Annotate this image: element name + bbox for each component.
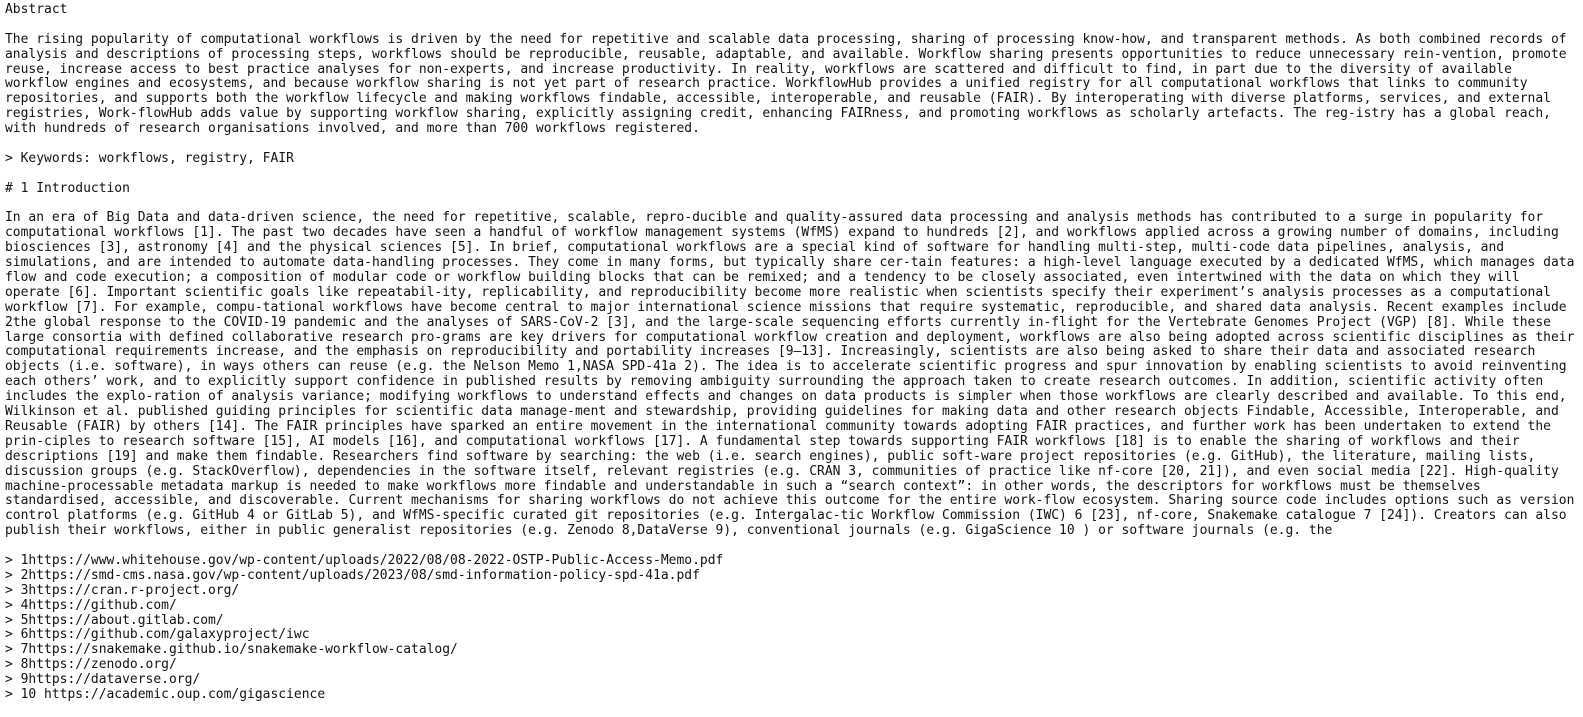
- intro-line: objects (i.e. software), in ways others can reuse (e.g. the Nelson Memo 1,NASA SPD-41a 2). The idea is to accelerate scientific progress and spur innovation by enabling scientists to avoid reinventing: [5, 359, 1567, 375]
- spacer: [5, 197, 1583, 212]
- footnote-item: > 5https://about.gitlab.com/: [5, 612, 224, 628]
- intro-line: workflow [7]. For example, compu-tational workflows have become central to major international science missions that require systematic, reproducible, and shared data analysis. Recent examples include: [5, 299, 1567, 315]
- abstract-line: repositories, and supports both the workflow lifecycle and making workflows findable, accessible, interoperable, and reusable (FAIR). By interoperating with diverse platforms, services, and external: [5, 91, 1551, 107]
- keywords: > Keywords: workflows, registry, FAIR: [5, 150, 294, 166]
- intro-line: control platforms (e.g. GitHub 4 or GitLab 5), and WfMS-specific curated git repositories (e.g. Intergalac-tic Workflow Commission (IWC) 6 [23], nf-core, Snakemake catalogue 7 [24]). Creators can also: [5, 508, 1567, 524]
- intro-line: biosciences [3], astronomy [4] and the physical sciences [5]. In brief, computational workflows are a special kind of software for handling multi-step, multi-code data pipelines, analysis, and: [5, 240, 1505, 256]
- abstract-line: The rising popularity of computational workflows is driven by the need for repetitive and scalable data processing, sharing of processing know-how, and transparent methods. As both combined records of: [5, 31, 1567, 47]
- introduction-body: [5, 211, 1583, 539]
- abstract-body: [5, 33, 1583, 137]
- intro-line: simulations, and are intended to automate data-handling processes. They come in many forms, but typically share cer-tain features: a high-level language executed by a dedicated WfMS, which manages data: [5, 255, 1575, 271]
- spacer: [5, 539, 1583, 554]
- intro-line: operate [6]. Important scientific goals like repeatabil-ity, replicability, and reproducibility become more realistic when scientists specify their experiment’s analysis processes as a computational: [5, 284, 1551, 300]
- spacer: [5, 18, 1583, 33]
- intro-line: machine-processable metadata markup is needed to make workflows more findable and understandable in such a “search context”: in other words, the descriptors for workflows must be themselves: [5, 478, 1481, 494]
- footnote-item: > 2https://smd-cms.nasa.gov/wp-content/uploads/2023/08/smd-information-policy-spd-41a.pdf: [5, 567, 700, 583]
- intro-line: standardised, accessible, and discoverable. Current mechanisms for sharing workflows do not achieve this outcome for the entire work-flow ecosystem. Sharing source code includes options such as version: [5, 493, 1575, 509]
- intro-line: discussion groups (e.g. StackOverflow), dependencies in the software itself, relevant registries (e.g. CRAN 3, communities of practice like nf-core [20, 21]), and even social media [22]. High-quality: [5, 463, 1559, 479]
- intro-line: includes the explo-ration of analysis variance; modifying workflows to understand effects and changes on data products is simpler when those workflows are clearly described and available. To this end,: [5, 389, 1567, 405]
- footnote-item: > 6https://github.com/galaxyproject/iwc: [5, 627, 310, 643]
- abstract-line: reuse, increase access to best practice analyses for non-experts, and increase productivity. In reality, workflows are scattered and difficult to find, in part due to the diversity of available: [5, 61, 1512, 77]
- abstract-line: analysis and descriptions of processing steps, workflows should be reproducible, reusable, adaptable, and available. Workflow sharing presents opportunities to reduce unnecessary rein-vention, promote: [5, 46, 1567, 62]
- abstract-line: with hundreds of research organisations involved, and more than 700 workflows registered.: [5, 121, 700, 137]
- footnote-item: > 10 https://academic.oup.com/gigascience: [5, 686, 326, 702]
- intro-line: publish their workflows, either in public generalist repositories (e.g. Zenodo 8,DataVerse 9), conventional journals (e.g. GigaScience 10 ) or software journals (e.g. the: [5, 523, 1333, 539]
- intro-line: Wilkinson et al. published guiding principles for scientific data manage-ment and stewardship, providing guidelines for making data and other research objects Findable, Accessible, Interoperable, and: [5, 404, 1559, 420]
- abstract-heading: Abstract: [5, 2, 68, 17]
- footnote-item: > 9https://dataverse.org/: [5, 672, 201, 688]
- section-heading-introduction: # 1 Introduction: [5, 180, 130, 196]
- footnote-item: > 4https://github.com/: [5, 597, 177, 613]
- intro-line: prin-ciples to research software [15], AI models [16], and computational workflows [17]. A fundamental step towards supporting FAIR workflows [18] is to enable the sharing of workflows and their: [5, 433, 1520, 449]
- intro-line: large consortia with defined collaborative research pro-grams are key drivers for computational workflow creation and deployment, workflows are also being adopted across scientific disciplines as their: [5, 329, 1575, 345]
- intro-line: 2the global response to the COVID-19 pandemic and the analyses of SARS-CoV-2 [3], and the large-scale sequencing efforts currently in-flight for the Vertebrate Genomes Project (VGP) [8]. While these: [5, 314, 1551, 330]
- intro-line: computational requirements increase, and the emphasis on reproducibility and portability increases [9–13]. Increasingly, scientists are also being asked to share their data and associated research: [5, 344, 1536, 360]
- footnote-item: > 8https://zenodo.org/: [5, 657, 177, 673]
- abstract-line: workflow engines and ecosystems, and because workflow sharing is not yet part of research practice. WorkflowHub provides a unified registry for all computational workflows that links to community: [5, 76, 1528, 92]
- intro-line: Reusable (FAIR) by others [14]. The FAIR principles have sparked an entire movement in the international community towards adopting FAIR practices, and further work has been undertaken to extend the: [5, 418, 1551, 434]
- footnotes: [5, 554, 1583, 703]
- intro-line: flow and code execution; a composition of modular code or workflow building blocks that can be remixed; and a tendency to be closely associated, even intertwined with the data on which they will: [5, 270, 1520, 286]
- intro-line: computational workflows [1]. The past two decades have seen a handful of workflow management systems (WfMS) expand to hundreds [2], and workflows applied across a growing number of domains, including: [5, 225, 1559, 241]
- footnote-item: > 3https://cran.r-project.org/: [5, 582, 240, 598]
- intro-line: each others’ work, and to explicitly support confidence in published results by removing ambiguity surrounding the approach taken to create research outcomes. In addition, scientific activity often: [5, 374, 1544, 390]
- spacer: [5, 137, 1583, 152]
- intro-line: descriptions [19] and make them findable. Researchers find software by searching: the web (i.e. search engines), public soft-ware project repositories (e.g. GitHub), the literature, mailing lists,: [5, 448, 1536, 464]
- footnote-item: > 7https://snakemake.github.io/snakemake-workflow-catalog/: [5, 642, 458, 658]
- abstract-line: registries, Work-flowHub adds value by supporting workflow sharing, explicitly assigning credit, enhancing FAIRness, and promoting workflows as scholarly artefacts. The reg-istry has a global reach,: [5, 106, 1551, 122]
- intro-line: In an era of Big Data and data-driven science, the need for repetitive, scalable, repro-ducible and quality-assured data processing and analysis methods has contributed to a surge in popularity for: [5, 210, 1544, 226]
- footnote-item: > 1https://www.whitehouse.gov/wp-content/uploads/2022/08/08-2022-OSTP-Public-Access-Memo.pdf: [5, 552, 724, 568]
- spacer: [5, 167, 1583, 182]
